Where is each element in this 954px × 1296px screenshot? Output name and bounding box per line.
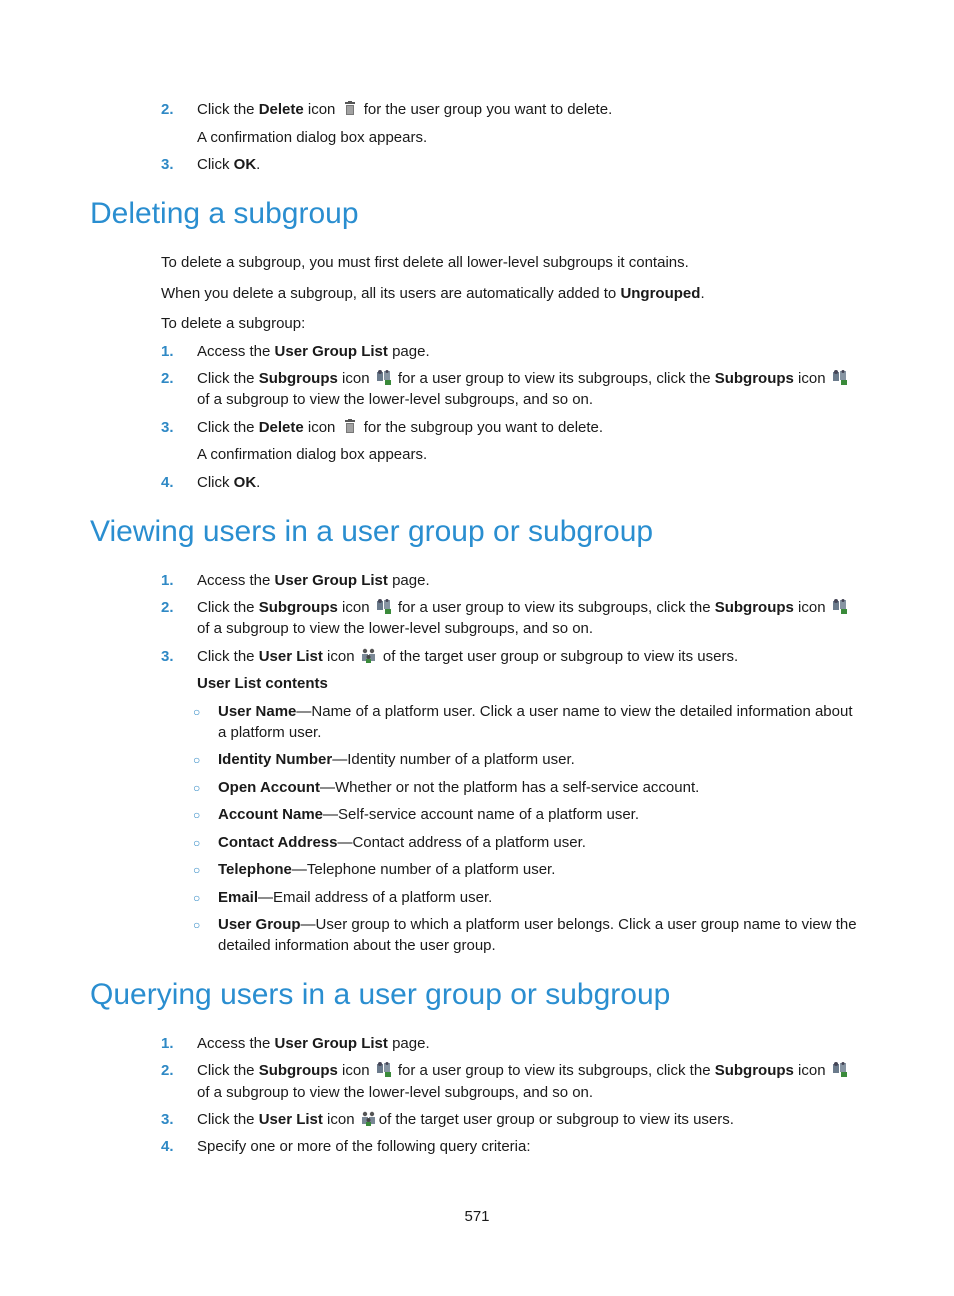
list-item-term: Identity Number: [218, 751, 333, 768]
step-number: 1.: [161, 572, 174, 589]
step-subtext: A confirmation dialog box appears.: [197, 446, 428, 463]
trash-icon: [342, 101, 358, 116]
step-number: 1.: [161, 343, 174, 360]
list-item-description: —Self-service account name of a platform user.: [323, 806, 640, 823]
step-text-line2: of a subgroup to view the lower-level subgroups, and so on.: [197, 391, 594, 408]
bullet-marker: ○: [193, 891, 201, 905]
subgroups-icon: [832, 599, 848, 614]
list-item-description: —Whether or not the platform has a self-service account.: [319, 779, 700, 796]
trash-icon: [342, 419, 358, 434]
step-text: Access the User Group List page.: [197, 572, 430, 589]
step-text: Click OK.: [197, 156, 261, 173]
list-item-description: —Contact address of a platform user.: [337, 834, 586, 851]
step-number: 2.: [161, 1062, 174, 1079]
step-number: 4.: [161, 1138, 174, 1155]
step-text-line2: of a subgroup to view the lower-level subgroups, and so on.: [197, 1084, 594, 1101]
list-item: [218, 805, 639, 825]
step-text: Click the Delete icon for the subgroup you want to delete.: [197, 419, 604, 436]
step-text-line2: of a subgroup to view the lower-level subgroups, and so on.: [197, 620, 594, 637]
list-item: [218, 860, 555, 880]
step-subtext: A confirmation dialog box appears.: [197, 129, 428, 146]
list-item-description-line2: a platform user.: [218, 724, 322, 741]
list-item-description: —Email address of a platform user.: [258, 889, 493, 906]
step-number: 2.: [161, 101, 174, 118]
list-item: [218, 750, 575, 770]
bullet-marker: ○: [193, 808, 201, 822]
subgroups-icon: [376, 599, 392, 614]
subgroups-icon: [376, 1062, 392, 1077]
list-item-term: Telephone: [218, 861, 292, 878]
subgroups-icon: [832, 370, 848, 385]
subgroups-icon: [832, 1062, 848, 1077]
step-number: 3.: [161, 419, 174, 436]
list-item: [218, 833, 586, 853]
list-item: [218, 888, 492, 908]
step-text: Access the User Group List page.: [197, 1035, 430, 1052]
list-item: [218, 702, 853, 722]
section-heading: Viewing users in a user group or subgroup: [90, 515, 654, 548]
section-heading: Deleting a subgroup: [90, 197, 359, 230]
user-list-icon: [361, 1111, 377, 1126]
step-text: Click the Subgroups icon for a user group to view its subgroups, click the Subgroups icon: [197, 369, 850, 389]
bullet-marker: ○: [193, 918, 201, 932]
paragraph: When you delete a subgroup, all its users are automatically added to Ungrouped.: [161, 285, 705, 302]
list-item-term: User Group: [218, 916, 301, 933]
step-text: Click the User List icon of the target user group or subgroup to view its users.: [197, 648, 739, 665]
subgroups-icon: [376, 370, 392, 385]
step-number: 1.: [161, 1035, 174, 1052]
step-text: Access the User Group List page.: [197, 343, 430, 360]
list-item-term: Open Account: [218, 779, 320, 796]
list-item-description: —Telephone number of a platform user.: [291, 861, 556, 878]
user-list-icon: [361, 648, 377, 663]
list-item-description-line2: detailed information about the user group.: [218, 937, 496, 954]
bullet-marker: ○: [193, 705, 201, 719]
step-number: 3.: [161, 648, 174, 665]
page-number: 571: [464, 1208, 490, 1225]
step-text: Click the Subgroups icon for a user group to view its subgroups, click the Subgroups icon: [197, 598, 850, 618]
list-item-term: User Name: [218, 703, 297, 720]
bullet-marker: ○: [193, 753, 201, 767]
step-text: Click the User List icon of the target user group or subgroup to view its users.: [197, 1111, 734, 1128]
paragraph: To delete a subgroup:: [161, 315, 306, 332]
step-text: Click the Delete icon for the user group you want to delete.: [197, 101, 613, 118]
step-number: 4.: [161, 474, 174, 491]
step-number: 2.: [161, 599, 174, 616]
list-item-term: Account Name: [218, 806, 324, 823]
list-item-description: —Identity number of a platform user.: [332, 751, 575, 768]
section-heading: Querying users in a user group or subgroup: [90, 978, 671, 1011]
bullet-marker: ○: [193, 836, 201, 850]
step-number: 3.: [161, 156, 174, 173]
list-item: [218, 778, 699, 798]
step-text: Specify one or more of the following query criteria:: [197, 1138, 531, 1155]
step-text: Click OK.: [197, 474, 261, 491]
list-heading: User List contents: [197, 675, 328, 692]
list-item-term: Email: [218, 889, 259, 906]
step-text: Click the Subgroups icon for a user group to view its subgroups, click the Subgroups icon: [197, 1061, 850, 1081]
paragraph: To delete a subgroup, you must first delete all lower-level subgroups it contains.: [161, 254, 689, 271]
list-item-term: Contact Address: [218, 834, 338, 851]
bullet-marker: ○: [193, 781, 201, 795]
list-item: [218, 915, 857, 935]
step-number: 2.: [161, 370, 174, 387]
bullet-marker: ○: [193, 863, 201, 877]
list-item-description: —User group to which a platform user belongs. Click a user group name to view the: [300, 916, 857, 933]
step-number: 3.: [161, 1111, 174, 1128]
list-item-description: —Name of a platform user. Click a user name to view the detailed information about: [296, 703, 853, 720]
